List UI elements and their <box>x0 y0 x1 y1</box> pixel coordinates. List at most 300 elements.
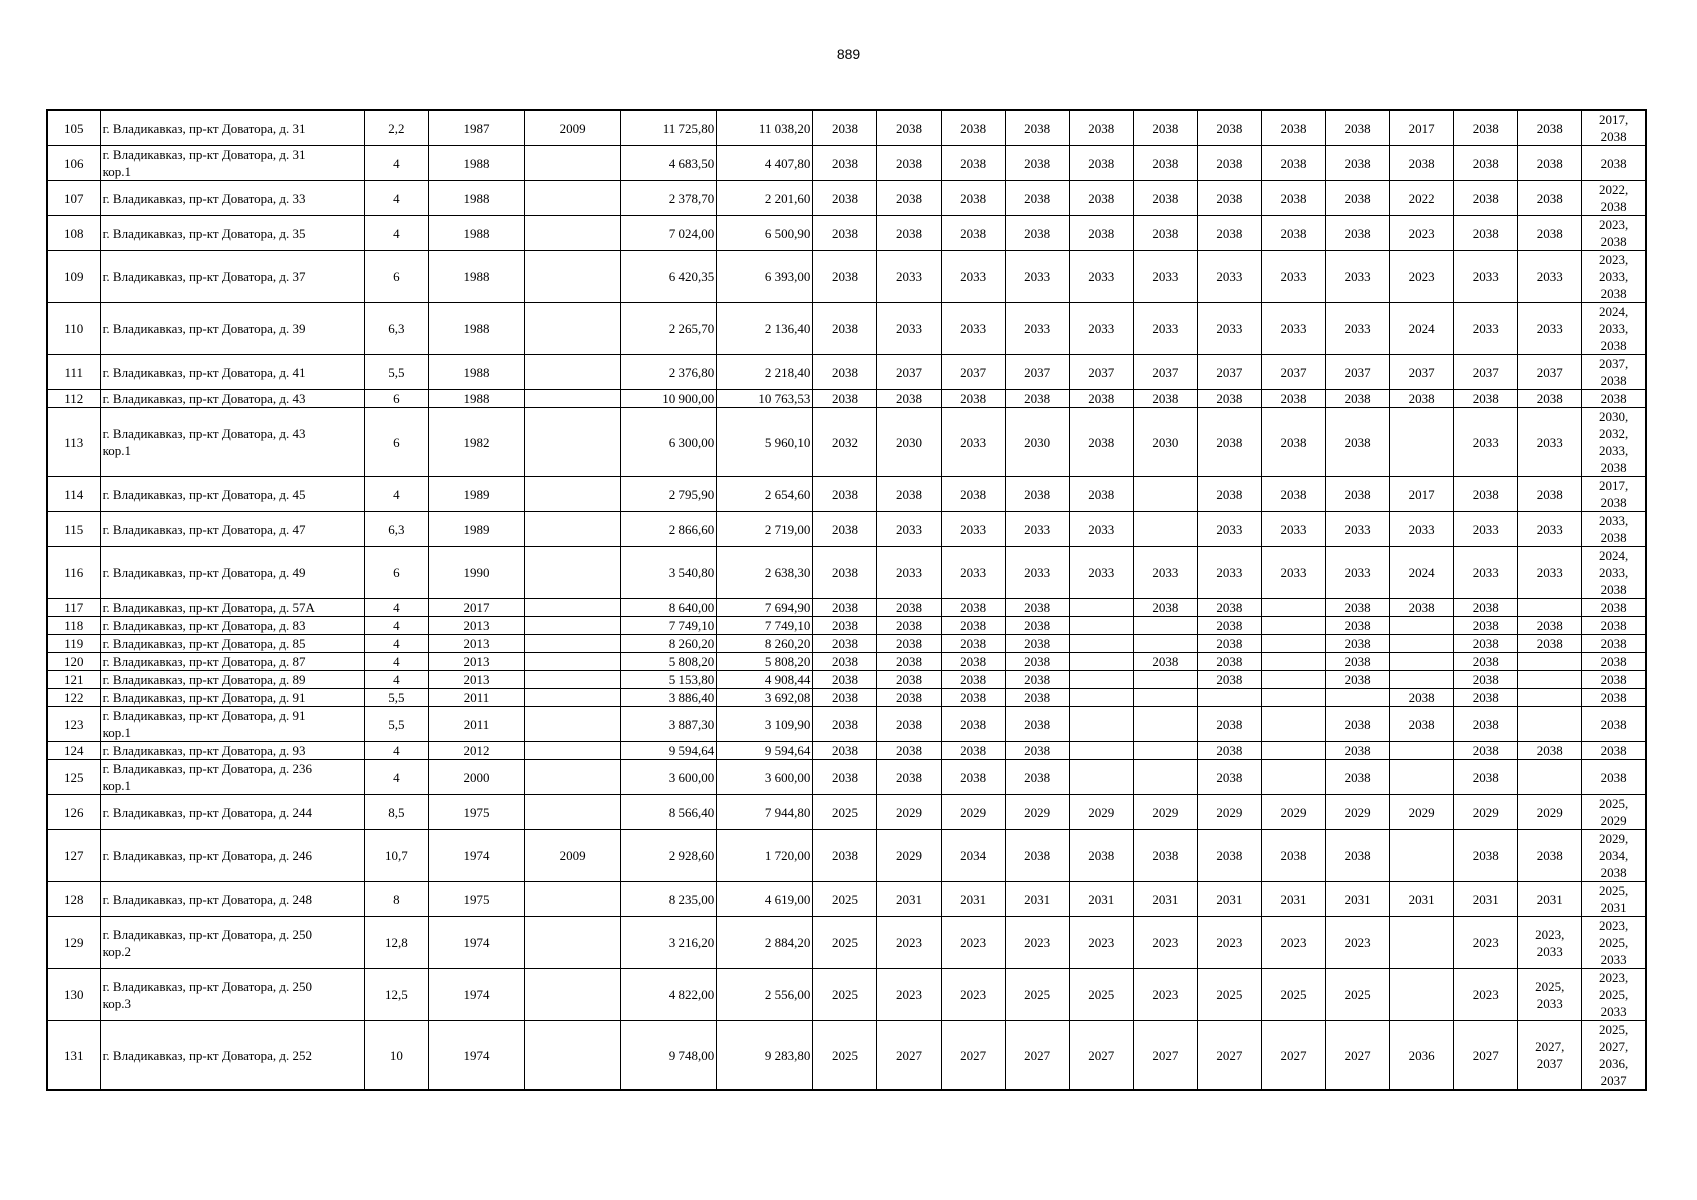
repair-year-cell: 2038 <box>941 181 1005 216</box>
row-number-cell: 130 <box>47 969 100 1021</box>
repair-year-cell <box>1069 617 1133 635</box>
repair-year-cell <box>1261 653 1325 671</box>
repair-year-cell: 2023 <box>1197 917 1261 969</box>
floors-cell: 5,5 <box>364 707 428 742</box>
repair-year-cell: 2033 <box>1005 512 1069 547</box>
repair-year-cell <box>1133 671 1197 689</box>
address-cell: г. Владикавказ, пр-кт Доватора, д. 87 <box>100 653 364 671</box>
repair-year-cell: 2038 <box>1197 216 1261 251</box>
row-number-cell: 129 <box>47 917 100 969</box>
repair-year-cell: 2037 <box>1197 355 1261 390</box>
repair-year-cell: 2038 <box>813 390 877 408</box>
repair-year-cell: 2038 <box>1261 216 1325 251</box>
total-area-cell: 2 928,60 <box>621 830 717 882</box>
repair-year-cell: 2038 <box>813 635 877 653</box>
repair-year-cell: 2038 <box>1454 477 1518 512</box>
reconstruction-year-cell <box>525 512 621 547</box>
repair-year-cell: 2038 <box>1197 390 1261 408</box>
row-number-cell: 131 <box>47 1021 100 1091</box>
repair-year-cell: 2033 <box>941 547 1005 599</box>
repair-year-cell <box>1133 760 1197 795</box>
repair-year-cell: 2027 <box>877 1021 941 1091</box>
row-number-cell: 119 <box>47 635 100 653</box>
repair-year-cell: 2038 <box>813 355 877 390</box>
repair-year-cell: 2033 <box>1454 512 1518 547</box>
repair-year-cell: 2033 <box>1518 512 1582 547</box>
total-area-cell: 3 600,00 <box>621 760 717 795</box>
repair-year-cell: 2033 <box>1005 547 1069 599</box>
total-area-cell: 3 886,40 <box>621 689 717 707</box>
repair-year-cell <box>1518 671 1582 689</box>
repair-year-cell <box>1261 689 1325 707</box>
repair-year-cell <box>1390 653 1454 671</box>
repair-year-cell: 2029 <box>941 795 1005 830</box>
repair-year-cell: 2038 <box>1005 216 1069 251</box>
repair-year-cell: 2038 <box>941 760 1005 795</box>
address-cell: г. Владикавказ, пр-кт Доватора, д. 244 <box>100 795 364 830</box>
repair-year-cell: 2038 <box>877 146 941 181</box>
repair-year-cell: 2024, 2033, 2038 <box>1582 547 1646 599</box>
repair-year-cell: 2038 <box>1133 110 1197 146</box>
repair-year-cell: 2023, 2033, 2038 <box>1582 251 1646 303</box>
floors-cell: 4 <box>364 653 428 671</box>
repair-year-cell: 2038 <box>1069 390 1133 408</box>
repair-year-cell: 2023 <box>1326 917 1390 969</box>
reconstruction-year-cell <box>525 355 621 390</box>
repair-year-cell: 2029 <box>1326 795 1390 830</box>
repair-year-cell: 2038 <box>1326 216 1390 251</box>
row-number-cell: 117 <box>47 599 100 617</box>
floors-cell: 6,3 <box>364 512 428 547</box>
floors-cell: 5,5 <box>364 355 428 390</box>
repair-year-cell: 2038 <box>1197 599 1261 617</box>
repair-year-cell: 2033 <box>1069 512 1133 547</box>
address-cell: г. Владикавказ, пр-кт Доватора, д. 57А <box>100 599 364 617</box>
repair-year-cell: 2029 <box>877 830 941 882</box>
repair-year-cell <box>1390 742 1454 760</box>
repair-year-cell: 2027 <box>1326 1021 1390 1091</box>
table-row <box>47 830 1646 882</box>
repair-year-cell: 2038 <box>813 760 877 795</box>
table-row <box>47 355 1646 390</box>
table-row <box>47 707 1646 742</box>
repair-year-cell: 2025 <box>813 969 877 1021</box>
repair-year-cell: 2027 <box>1261 1021 1325 1091</box>
repair-year-cell: 2033 <box>1005 303 1069 355</box>
repair-year-cell: 2038 <box>813 689 877 707</box>
repair-year-cell: 2038 <box>1454 181 1518 216</box>
table-row <box>47 599 1646 617</box>
living-area-cell: 9 283,80 <box>717 1021 813 1091</box>
repair-year-cell <box>1197 689 1261 707</box>
repair-year-cell: 2038 <box>941 146 1005 181</box>
address-cell: г. Владикавказ, пр-кт Доватора, д. 246 <box>100 830 364 882</box>
row-number-cell: 109 <box>47 251 100 303</box>
reconstruction-year-cell: 2009 <box>525 830 621 882</box>
repair-year-cell <box>1261 760 1325 795</box>
repair-year-cell: 2037 <box>1069 355 1133 390</box>
living-area-cell: 1 720,00 <box>717 830 813 882</box>
repair-year-cell: 2033 <box>1261 251 1325 303</box>
repair-year-cell: 2023 <box>1133 917 1197 969</box>
build-year-cell: 2013 <box>428 671 524 689</box>
repair-year-cell: 2033 <box>1326 303 1390 355</box>
repair-year-cell: 2038 <box>1454 707 1518 742</box>
living-area-cell: 7 694,90 <box>717 599 813 617</box>
reconstruction-year-cell <box>525 760 621 795</box>
repair-year-cell: 2023 <box>1005 917 1069 969</box>
repair-year-cell: 2038 <box>1261 390 1325 408</box>
row-number-cell: 116 <box>47 547 100 599</box>
repair-year-cell: 2029 <box>1133 795 1197 830</box>
repair-year-cell <box>1133 635 1197 653</box>
repair-year-cell: 2038 <box>1005 653 1069 671</box>
repair-year-cell: 2038 <box>1197 830 1261 882</box>
repair-year-cell: 2037, 2038 <box>1582 355 1646 390</box>
repair-year-cell: 2038 <box>1582 653 1646 671</box>
living-area-cell: 2 556,00 <box>717 969 813 1021</box>
repair-year-cell: 2038 <box>813 617 877 635</box>
repair-year-cell: 2027 <box>941 1021 1005 1091</box>
reconstruction-year-cell <box>525 689 621 707</box>
repair-year-cell: 2025 <box>1005 969 1069 1021</box>
reconstruction-year-cell <box>525 146 621 181</box>
repair-year-cell: 2023 <box>877 917 941 969</box>
table-row <box>47 617 1646 635</box>
total-area-cell: 6 300,00 <box>621 408 717 477</box>
build-year-cell: 1987 <box>428 110 524 146</box>
repair-year-cell: 2033 <box>877 303 941 355</box>
reconstruction-year-cell <box>525 547 621 599</box>
repair-year-cell: 2038 <box>1005 390 1069 408</box>
repair-year-cell: 2038 <box>1133 146 1197 181</box>
repair-year-cell: 2023 <box>877 969 941 1021</box>
repair-year-cell <box>1518 760 1582 795</box>
repair-year-cell: 2025, 2033 <box>1518 969 1582 1021</box>
total-area-cell: 8 566,40 <box>621 795 717 830</box>
living-area-cell: 6 500,90 <box>717 216 813 251</box>
living-area-cell: 9 594,64 <box>717 742 813 760</box>
repair-year-cell: 2033 <box>877 512 941 547</box>
repair-year-cell: 2038 <box>1518 635 1582 653</box>
row-number-cell: 113 <box>47 408 100 477</box>
address-cell: г. Владикавказ, пр-кт Доватора, д. 35 <box>100 216 364 251</box>
table-row <box>47 635 1646 653</box>
build-year-cell: 2012 <box>428 742 524 760</box>
repair-year-cell: 2038 <box>1454 671 1518 689</box>
repair-year-cell: 2038 <box>941 635 1005 653</box>
repair-year-cell: 2038 <box>877 617 941 635</box>
repair-year-cell: 2033 <box>1326 512 1390 547</box>
repair-year-cell: 2038 <box>1133 830 1197 882</box>
repair-year-cell: 2038 <box>1261 830 1325 882</box>
repair-year-cell: 2023 <box>941 969 1005 1021</box>
build-year-cell: 1990 <box>428 547 524 599</box>
floors-cell: 4 <box>364 216 428 251</box>
repair-year-cell: 2038 <box>1454 653 1518 671</box>
repair-year-cell: 2038 <box>813 512 877 547</box>
build-year-cell: 1974 <box>428 830 524 882</box>
repair-year-cell: 2038 <box>877 707 941 742</box>
repair-year-cell: 2027 <box>1005 1021 1069 1091</box>
reconstruction-year-cell <box>525 251 621 303</box>
repair-year-cell: 2038 <box>941 671 1005 689</box>
repair-year-cell: 2017 <box>1390 110 1454 146</box>
floors-cell: 4 <box>364 146 428 181</box>
repair-year-cell: 2023 <box>1390 251 1454 303</box>
repair-year-cell: 2038 <box>1326 181 1390 216</box>
table-row <box>47 969 1646 1021</box>
repair-year-cell <box>1390 760 1454 795</box>
address-cell: г. Владикавказ, пр-кт Доватора, д. 83 <box>100 617 364 635</box>
repair-year-cell: 2029 <box>1197 795 1261 830</box>
table-row <box>47 689 1646 707</box>
repair-year-cell: 2038 <box>877 390 941 408</box>
repair-year-cell: 2027, 2037 <box>1518 1021 1582 1091</box>
floors-cell: 4 <box>364 635 428 653</box>
address-cell: г. Владикавказ, пр-кт Доватора, д. 31 кор.1 <box>100 146 364 181</box>
repair-year-cell: 2038 <box>1454 146 1518 181</box>
table-row <box>47 216 1646 251</box>
repair-year-cell: 2033 <box>1518 547 1582 599</box>
total-area-cell: 7 024,00 <box>621 216 717 251</box>
repair-year-cell: 2030, 2032, 2033, 2038 <box>1582 408 1646 477</box>
total-area-cell: 2 866,60 <box>621 512 717 547</box>
living-area-cell: 5 808,20 <box>717 653 813 671</box>
repair-year-cell: 2033 <box>1133 547 1197 599</box>
repair-year-cell: 2038 <box>1390 707 1454 742</box>
repair-year-cell: 2029 <box>877 795 941 830</box>
repair-year-cell: 2038 <box>1005 110 1069 146</box>
repair-year-cell: 2029 <box>1069 795 1133 830</box>
repair-year-cell: 2038 <box>941 689 1005 707</box>
row-number-cell: 121 <box>47 671 100 689</box>
build-year-cell: 1988 <box>428 181 524 216</box>
repair-year-cell: 2037 <box>941 355 1005 390</box>
floors-cell: 4 <box>364 760 428 795</box>
total-area-cell: 4 822,00 <box>621 969 717 1021</box>
repair-year-cell: 2038 <box>1582 671 1646 689</box>
repair-year-cell: 2038 <box>1454 390 1518 408</box>
total-area-cell: 2 376,80 <box>621 355 717 390</box>
table-row <box>47 146 1646 181</box>
table-row <box>47 671 1646 689</box>
row-number-cell: 124 <box>47 742 100 760</box>
repair-year-cell <box>1261 599 1325 617</box>
repair-year-cell: 2038 <box>1454 599 1518 617</box>
total-area-cell: 2 378,70 <box>621 181 717 216</box>
repair-year-cell: 2038 <box>941 477 1005 512</box>
build-year-cell: 2000 <box>428 760 524 795</box>
table-row <box>47 512 1646 547</box>
repair-year-cell: 2038 <box>813 216 877 251</box>
repair-year-cell: 2038 <box>1326 408 1390 477</box>
repair-year-cell: 2023, 2025, 2033 <box>1582 969 1646 1021</box>
address-cell: г. Владикавказ, пр-кт Доватора, д. 33 <box>100 181 364 216</box>
table-row <box>47 181 1646 216</box>
living-area-cell: 2 638,30 <box>717 547 813 599</box>
floors-cell: 8 <box>364 882 428 917</box>
table-body <box>47 110 1646 1090</box>
repair-year-cell: 2029 <box>1005 795 1069 830</box>
repair-year-cell: 2038 <box>1005 742 1069 760</box>
repair-year-cell: 2038 <box>1005 671 1069 689</box>
reconstruction-year-cell <box>525 882 621 917</box>
row-number-cell: 127 <box>47 830 100 882</box>
build-year-cell: 1988 <box>428 216 524 251</box>
address-cell: г. Владикавказ, пр-кт Доватора, д. 248 <box>100 882 364 917</box>
repair-year-cell: 2017, 2038 <box>1582 477 1646 512</box>
repair-year-cell: 2033 <box>1261 303 1325 355</box>
repair-year-cell: 2038 <box>877 477 941 512</box>
repair-year-cell: 2025 <box>813 917 877 969</box>
repair-year-cell: 2033 <box>1069 547 1133 599</box>
repair-year-cell: 2038 <box>1005 689 1069 707</box>
row-number-cell: 106 <box>47 146 100 181</box>
build-year-cell: 1988 <box>428 146 524 181</box>
repair-year-cell <box>1069 760 1133 795</box>
repair-year-cell: 2038 <box>1005 707 1069 742</box>
total-area-cell: 5 808,20 <box>621 653 717 671</box>
repair-year-cell: 2038 <box>1197 110 1261 146</box>
repair-year-cell: 2038 <box>1197 671 1261 689</box>
living-area-cell: 10 763,53 <box>717 390 813 408</box>
address-cell: г. Владикавказ, пр-кт Доватора, д. 43 кор.1 <box>100 408 364 477</box>
living-area-cell: 5 960,10 <box>717 408 813 477</box>
repair-year-cell: 2033 <box>1518 408 1582 477</box>
reconstruction-year-cell <box>525 635 621 653</box>
repair-year-cell: 2037 <box>1454 355 1518 390</box>
repair-year-cell: 2038 <box>1518 390 1582 408</box>
address-cell: г. Владикавказ, пр-кт Доватора, д. 91 <box>100 689 364 707</box>
repair-year-cell: 2038 <box>877 216 941 251</box>
floors-cell: 5,5 <box>364 689 428 707</box>
reconstruction-year-cell <box>525 707 621 742</box>
total-area-cell: 2 265,70 <box>621 303 717 355</box>
reconstruction-year-cell <box>525 653 621 671</box>
repair-year-cell: 2038 <box>877 181 941 216</box>
repair-year-cell: 2038 <box>1069 408 1133 477</box>
reconstruction-year-cell <box>525 408 621 477</box>
floors-cell: 4 <box>364 181 428 216</box>
repair-year-cell: 2038 <box>1454 830 1518 882</box>
repair-year-cell: 2038 <box>1005 477 1069 512</box>
repair-year-cell <box>1069 742 1133 760</box>
reconstruction-year-cell: 2009 <box>525 110 621 146</box>
repair-year-cell: 2033 <box>941 303 1005 355</box>
total-area-cell: 7 749,10 <box>621 617 717 635</box>
build-year-cell: 2017 <box>428 599 524 617</box>
repair-year-cell: 2030 <box>877 408 941 477</box>
repair-year-cell: 2031 <box>1069 882 1133 917</box>
repair-year-cell: 2037 <box>1005 355 1069 390</box>
repair-year-cell: 2017 <box>1390 477 1454 512</box>
table-row <box>47 742 1646 760</box>
repair-year-cell: 2038 <box>1069 216 1133 251</box>
build-year-cell: 1988 <box>428 303 524 355</box>
repair-year-cell <box>1069 707 1133 742</box>
repair-year-cell: 2033 <box>1454 408 1518 477</box>
reconstruction-year-cell <box>525 216 621 251</box>
repair-year-cell: 2031 <box>877 882 941 917</box>
repair-year-cell: 2037 <box>1261 355 1325 390</box>
repair-year-cell: 2025, 2027, 2036, 2037 <box>1582 1021 1646 1091</box>
repair-year-cell: 2038 <box>1518 110 1582 146</box>
repair-year-cell: 2030 <box>1133 408 1197 477</box>
repair-year-cell: 2024 <box>1390 547 1454 599</box>
address-cell: г. Владикавказ, пр-кт Доватора, д. 236 кор.1 <box>100 760 364 795</box>
repair-year-cell <box>1069 635 1133 653</box>
repair-year-cell: 2038 <box>813 146 877 181</box>
repair-year-cell: 2038 <box>1261 408 1325 477</box>
repair-year-cell: 2038 <box>941 653 1005 671</box>
repair-year-cell: 2038 <box>1261 181 1325 216</box>
repair-year-cell: 2038 <box>1069 181 1133 216</box>
table-row <box>47 653 1646 671</box>
repair-year-cell: 2038 <box>1326 742 1390 760</box>
repair-year-cell: 2022, 2038 <box>1582 181 1646 216</box>
repair-year-cell: 2031 <box>1133 882 1197 917</box>
repair-year-cell: 2038 <box>813 181 877 216</box>
address-cell: г. Владикавказ, пр-кт Доватора, д. 93 <box>100 742 364 760</box>
total-area-cell: 2 795,90 <box>621 477 717 512</box>
repair-year-cell: 2037 <box>877 355 941 390</box>
repair-year-cell: 2031 <box>1518 882 1582 917</box>
living-area-cell: 2 201,60 <box>717 181 813 216</box>
total-area-cell: 8 640,00 <box>621 599 717 617</box>
total-area-cell: 10 900,00 <box>621 390 717 408</box>
repair-year-cell: 2038 <box>1005 146 1069 181</box>
repair-year-cell <box>1261 635 1325 653</box>
repair-year-cell: 2025, 2029 <box>1582 795 1646 830</box>
repair-year-cell: 2038 <box>1582 146 1646 181</box>
repair-year-cell <box>1326 689 1390 707</box>
repair-year-cell: 2038 <box>1261 477 1325 512</box>
repair-year-cell: 2027 <box>1454 1021 1518 1091</box>
total-area-cell: 5 153,80 <box>621 671 717 689</box>
repair-year-cell: 2038 <box>813 599 877 617</box>
repair-year-cell <box>1261 742 1325 760</box>
floors-cell: 10,7 <box>364 830 428 882</box>
repair-year-cell: 2023 <box>1454 917 1518 969</box>
floors-cell: 4 <box>364 477 428 512</box>
build-year-cell: 1989 <box>428 512 524 547</box>
repair-year-cell: 2038 <box>1582 707 1646 742</box>
address-cell: г. Владикавказ, пр-кт Доватора, д. 250 кор.2 <box>100 917 364 969</box>
repair-year-cell: 2038 <box>1390 390 1454 408</box>
repair-year-cell: 2033 <box>941 251 1005 303</box>
row-number-cell: 112 <box>47 390 100 408</box>
row-number-cell: 125 <box>47 760 100 795</box>
repair-year-cell: 2038 <box>1454 110 1518 146</box>
repair-year-cell <box>1518 599 1582 617</box>
repair-year-cell: 2029 <box>1390 795 1454 830</box>
table-row <box>47 477 1646 512</box>
repair-year-cell: 2038 <box>1326 760 1390 795</box>
row-number-cell: 120 <box>47 653 100 671</box>
repair-year-cell: 2037 <box>1326 355 1390 390</box>
repair-year-cell: 2038 <box>1582 635 1646 653</box>
repair-year-cell: 2038 <box>1069 830 1133 882</box>
table-row <box>47 760 1646 795</box>
repair-year-cell <box>1133 617 1197 635</box>
repair-year-cell: 2023, 2033 <box>1518 917 1582 969</box>
build-year-cell: 1974 <box>428 969 524 1021</box>
repair-year-cell: 2031 <box>941 882 1005 917</box>
repair-year-cell: 2033 <box>1197 547 1261 599</box>
repair-year-cell: 2038 <box>877 671 941 689</box>
repair-year-cell <box>1133 689 1197 707</box>
